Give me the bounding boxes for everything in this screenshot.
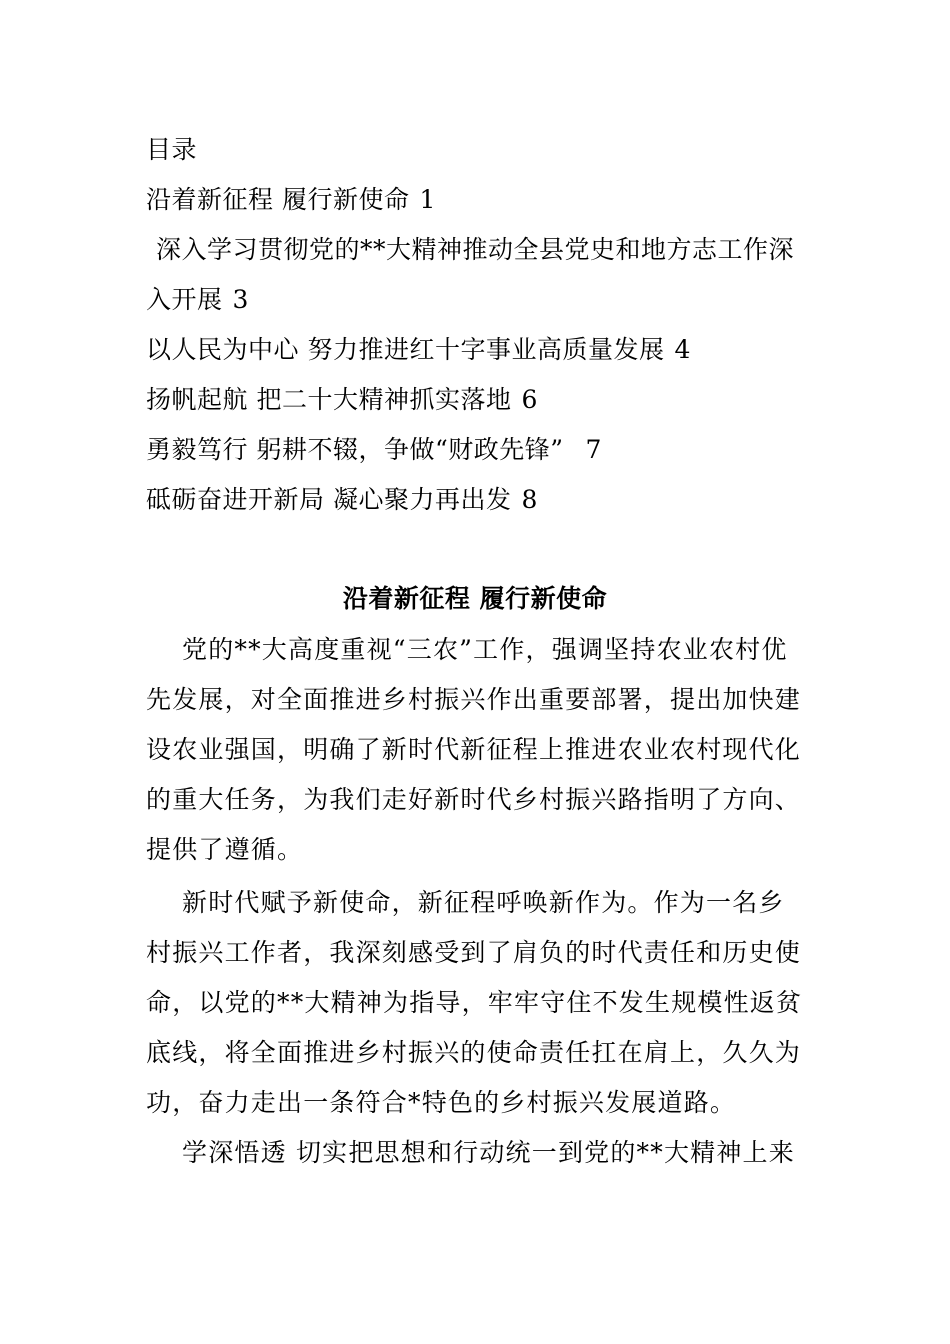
toc-item[interactable]	[146, 184, 436, 216]
article-heading: 沿着新征程 履行新使命	[342, 584, 608, 613]
article-paragraph: 新时代赋予新使命，新征程呼唤新作为。作为一名乡村振兴工作者，我深刻感受到了肩负的时代责任和历史使命，以党的**大精神为指导，牢牢守住不发生规模性返贫底线，将全面推进乡村振兴的使命责任扛在肩上，久久为功，奋力走出一条符合*特色的乡村振兴发展道路。	[146, 888, 803, 1117]
toc-item-text: 扬帆起航 把二十大精神抓实落地	[146, 385, 512, 414]
toc-item-text: 勇毅笃行 躬耕不辍，争做“财政先锋”	[146, 435, 564, 464]
toc-item-page: 8	[521, 485, 538, 514]
toc-item[interactable]	[146, 384, 538, 416]
toc-item[interactable]	[156, 234, 794, 266]
toc-item-text: 砥砺奋进开新局 凝心聚力再出发	[146, 485, 512, 514]
article-paragraph: 学深悟透 切实把思想和行动统一到党的**大精神上来	[182, 1138, 795, 1167]
toc-item-page: 7	[585, 435, 602, 464]
toc-item-text: 以人民为中心 努力推进红十字事业高质量发展	[146, 335, 665, 364]
toc-item-page: 6	[521, 385, 538, 414]
toc-item[interactable]	[146, 484, 538, 516]
toc-item-text: 沿着新征程 履行新使命	[146, 185, 410, 214]
toc-item-text: 深入学习贯彻党的**大精神推动全县党史和地方志工作深	[156, 235, 795, 264]
toc-item-continued[interactable]	[146, 284, 249, 316]
toc-item[interactable]	[146, 334, 691, 366]
toc-item-page: 1	[419, 185, 436, 214]
article-paragraph: 党的**大高度重视“三农”工作，强调坚持农业农村优先发展，对全面推进乡村振兴作出重要部署，提出加快建设农业强国，明确了新时代新征程上推进农业农村现代化的重大任务，为我们走好新时代乡村振兴路指明了方向、提供了遵循。	[146, 635, 802, 864]
toc-title: 目录	[146, 135, 198, 164]
toc-item-page: 4	[674, 335, 691, 364]
toc-item[interactable]	[146, 434, 602, 466]
toc-item-text: 入开展	[146, 285, 223, 314]
toc-item-page: 3	[232, 285, 249, 314]
